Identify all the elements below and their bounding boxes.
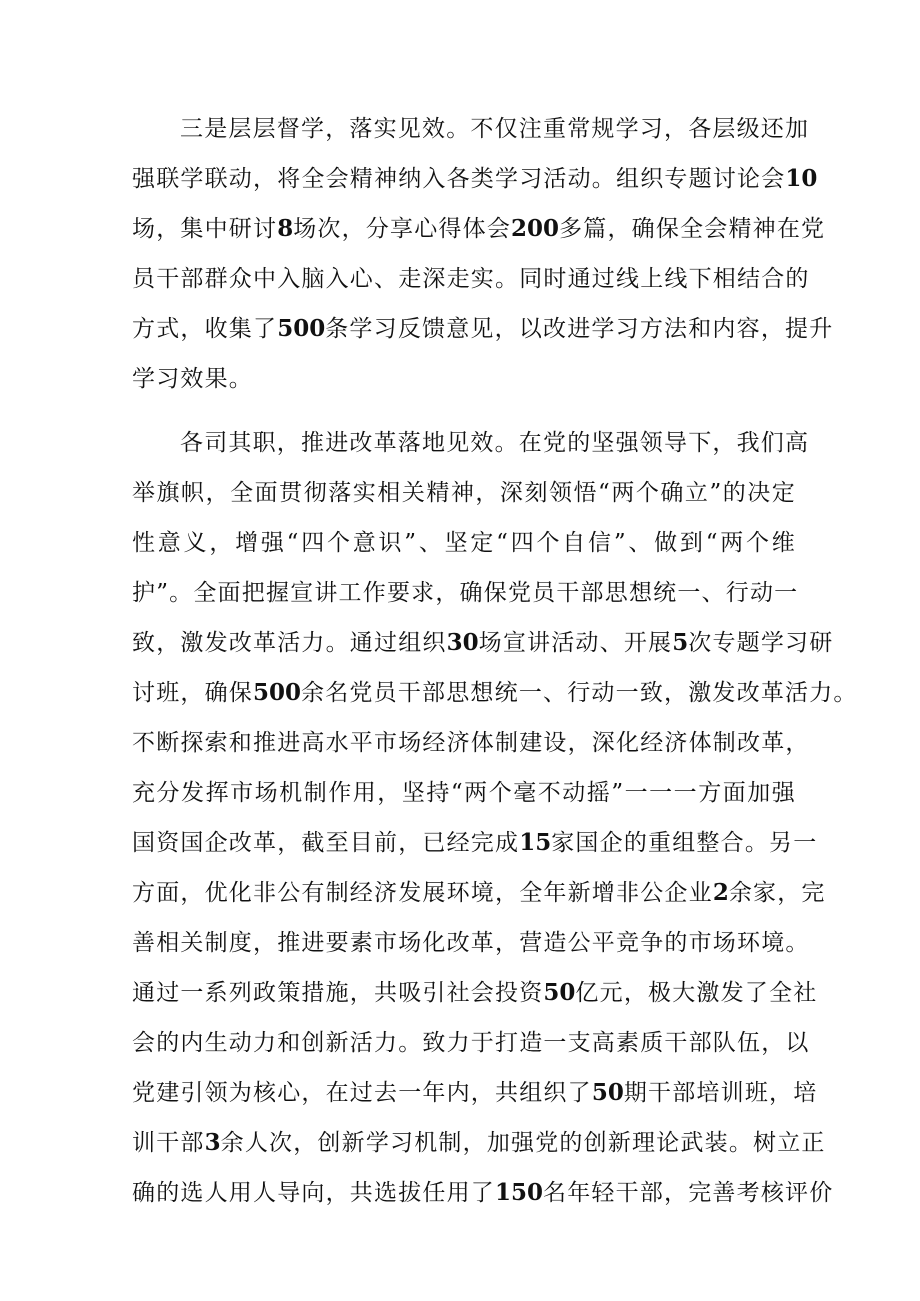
paragraph-1-line-2: 强联学联动，将全会精神纳入各类学习活动。组织专题讨论会10 xyxy=(132,165,818,192)
paragraph-2-line-6: 讨班，确保500余名党员干部思想统一、行动一致，激发改革活力。 xyxy=(132,679,858,706)
paragraph-2-line-2: 举旗帜，全面贯彻落实相关精神，深刻领悟“两个确立”的决定 xyxy=(132,480,796,506)
paragraph-2-line-13: 会的内生动力和创新活力。致力于打造一支高素质干部队伍，以 xyxy=(132,1030,810,1056)
paragraph-1-line-1: 三是层层督学，落实见效。不仅注重常规学习，各层级还加 xyxy=(180,116,810,142)
paragraph-2-line-8: 充分发挥市场机制作用，坚持“两个毫不动摇”一一一方面加强 xyxy=(132,780,796,806)
paragraph-2-line-4: 护”。全面把握宣讲工作要求，确保党员干部思想统一、行动一 xyxy=(132,580,799,606)
paragraph-2-line-1: 各司其职，推进改革落地见效。在党的坚强领导下，我们高 xyxy=(180,430,810,456)
paragraph-1-line-4: 员干部群众中入脑入心、走深走实。同时通过线上线下相结合的 xyxy=(132,266,810,292)
paragraph-1-line-6: 学习效果。 xyxy=(132,366,253,392)
paragraph-1-line-3: 场，集中研讨8场次，分享心得体会200多篇，确保全会精神在党 xyxy=(132,215,826,242)
paragraph-2-line-9: 国资国企改革，截至目前，已经完成15家国企的重组整合。另一 xyxy=(132,829,818,856)
paragraph-2-line-11: 善相关制度，推进要素市场化改革，营造公平竞争的市场环境。 xyxy=(132,930,810,956)
paragraph-2-line-3: 性意义，增强“四个意识”、坚定“四个自信”、做到“两个维 xyxy=(132,530,796,556)
paragraph-2-line-7: 不断探索和推进高水平市场经济体制建设，深化经济体制改革， xyxy=(132,730,810,756)
paragraph-1-line-5: 方式，收集了500条学习反馈意见，以改进学习方法和内容，提升 xyxy=(132,315,834,342)
paragraph-2-line-10: 方面，优化非公有制经济发展环境，全年新增非公企业2余家，完 xyxy=(132,879,826,906)
paragraph-2-line-15: 训干部3余人次，创新学习机制，加强党的创新理论武装。树立正 xyxy=(132,1129,826,1156)
paragraph-2-line-16: 确的选人用人导向，共选拔任用了150名年轻干部，完善考核评价 xyxy=(132,1179,834,1206)
paragraph-2-line-12: 通过一系列政策措施，共吸引社会投资50亿元，极大激发了全社 xyxy=(132,979,818,1006)
paragraph-2-line-5: 致，激发改革活力。通过组织30场宣讲活动、开展5次专题学习研 xyxy=(132,629,834,656)
paragraph-2-line-14: 党建引领为核心，在过去一年内，共组织了50期干部培训班，培 xyxy=(132,1079,818,1106)
